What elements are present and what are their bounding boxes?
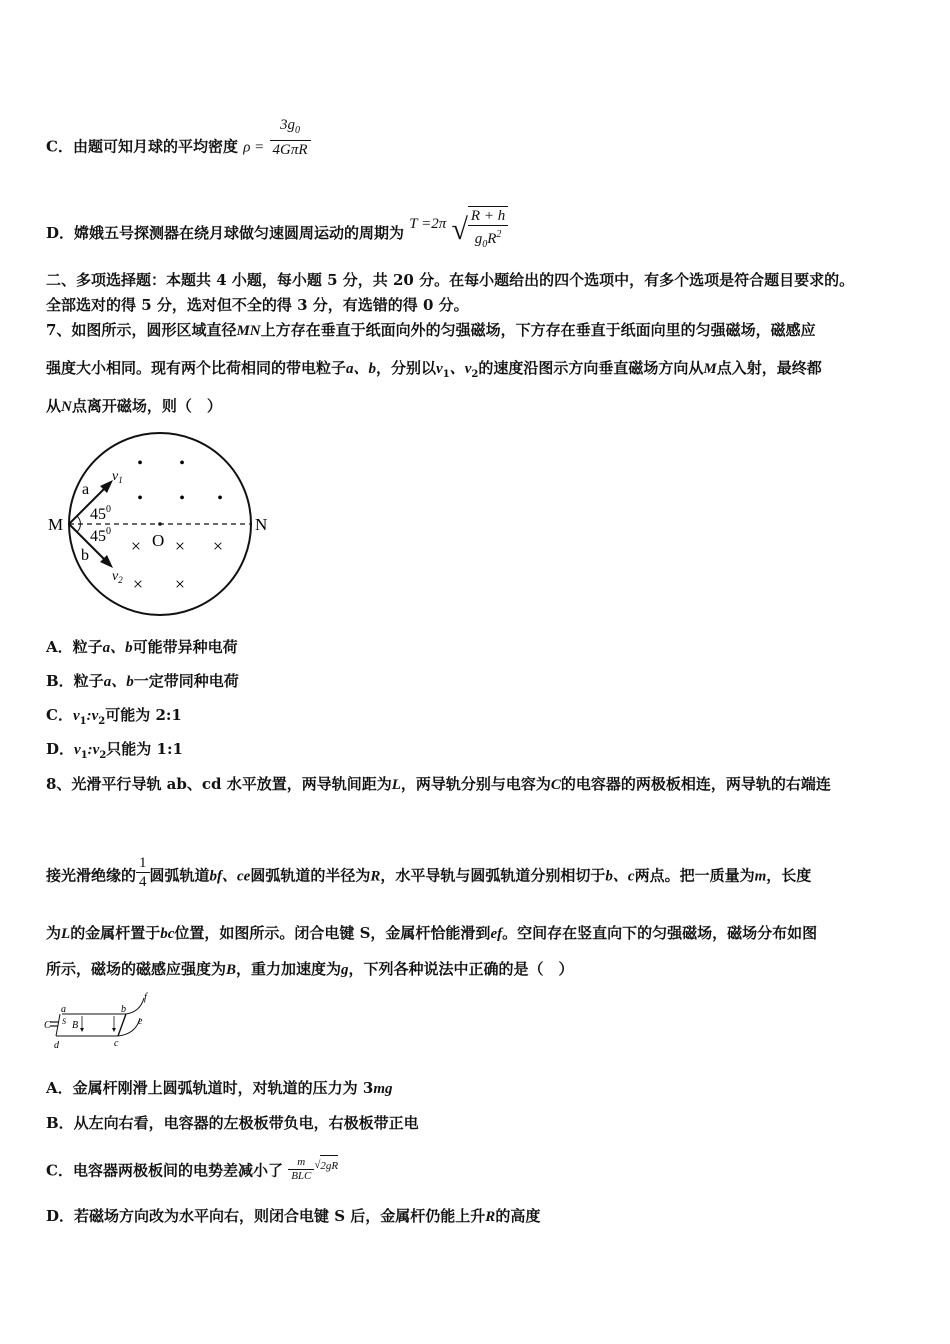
q7-label-v2: [112, 569, 123, 585]
q8-line3-part-a: 为: [46, 924, 62, 942]
q7-magnetic-field-figure: [44, 428, 284, 624]
q8-stem-line4: [46, 959, 574, 980]
q8-line3-part-b: 的金属杆置于: [70, 924, 161, 942]
q7-field-out-dots: [137, 455, 223, 507]
q7-center-dot: [158, 522, 162, 526]
q8-label-switch: S: [62, 1017, 66, 1026]
q7-field-cross-5: ×: [174, 574, 186, 594]
q8-line3-l: L: [61, 926, 71, 942]
q7-option-a-prefix: A．粒子: [46, 638, 103, 656]
q7-option-a: [46, 637, 238, 658]
q7-angle-bottom-sup: 0: [106, 526, 111, 537]
q8-option-a: [46, 1078, 392, 1099]
q8-line3-part-c: 位置，如图所示。闭合电键 S，金属杆恰能滑到: [174, 924, 491, 942]
q7-field-cross-3: ×: [212, 536, 224, 556]
q7-stem-line2: [46, 358, 822, 385]
q7-field-dot-5: •: [217, 490, 223, 507]
q8-quarter-fraction: [136, 854, 150, 891]
q8-option-c-sqrt-value: 2gR: [320, 1155, 338, 1176]
q6-option-d-den-r: R: [487, 231, 497, 247]
q8-line3-ef: ef: [490, 926, 503, 942]
q7-option-c-v2-sub: 2: [98, 716, 106, 727]
q8-line1-l: L: [391, 777, 401, 793]
q8-option-c-fraction: [288, 1156, 314, 1183]
q7-line2-v2: 、v: [449, 361, 472, 377]
q7-angle-bottom: [90, 526, 111, 545]
q8-line1-c: C: [550, 777, 561, 793]
q7-field-dot-3: •: [137, 490, 143, 507]
q7-stem-line1: [46, 320, 816, 341]
q8-line3-part-d: 。空间存在竖直向下的匀强磁场，磁场分布如图: [502, 924, 818, 942]
q8-stem-line1: [46, 774, 831, 795]
q8-option-c: [46, 1158, 338, 1185]
q8-option-d: [46, 1206, 540, 1227]
q8-left-connector: [56, 1014, 60, 1036]
q8-option-a-mg: mg: [373, 1081, 393, 1097]
q8-line2-m: m: [754, 868, 767, 885]
q8-option-c-text: C．电容器两极板间的电势差减小了: [46, 1161, 283, 1180]
section2-line2: 全部选对的得 5 分，选对但不全的得 3 分，有选错的得 0 分。: [46, 296, 469, 314]
q8-option-d-r: R: [485, 1209, 496, 1225]
q8-line2-part-e: 两点。把一质量为: [634, 866, 755, 885]
q6-option-c-numerator: 3g: [280, 117, 295, 133]
q7-line2-v1: v: [436, 361, 443, 377]
q8-line1-part-b: ，两导轨分别与电容为: [400, 775, 551, 793]
q7-line2-v1-sub: 1: [442, 369, 450, 380]
q7-option-c-v1: v: [72, 708, 80, 724]
q6-option-d-text: D．嫦娥五号探测器在绕月球做匀速圆周运动的周期为: [46, 224, 405, 242]
q8-option-d-part-b: 的高度: [495, 1207, 541, 1225]
q7-field-in-crosses: [131, 536, 223, 594]
q8-line4-part-c: ，下列各种说法中正确的是（ ）: [348, 960, 574, 978]
q7-option-d-v1: v: [74, 742, 81, 758]
q6-option-d-den-sup: 2: [496, 229, 502, 240]
q8-label-b: b: [121, 1004, 126, 1015]
q8-line1-part-a: 8、光滑平行导轨 ab、cd 水平放置，两导轨间距为: [46, 775, 392, 793]
q6-option-d-numerator: R + h: [468, 207, 508, 226]
q8-fraction-numerator: 1: [136, 854, 150, 873]
q7-option-c-prefix: C．: [46, 706, 73, 724]
q8-arc-bf: [126, 998, 144, 1014]
q7-line2-part-b: ，分别以: [376, 359, 437, 377]
q7-label-v1-main: v: [112, 469, 119, 484]
q8-line2-part-f: ，长度: [766, 866, 812, 885]
q8-option-a-text: A．金属杆刚滑上圆弧轨道时，对轨道的压力为 3: [46, 1079, 374, 1097]
q7-line2-part-c: 的速度沿图示方向垂直磁场方向从: [478, 359, 704, 377]
q7-option-d: [46, 739, 183, 766]
q7-option-d-v1-sub: 1: [80, 750, 88, 761]
q8-label-f: f: [144, 992, 147, 1003]
q7-line2-v2-sub: 2: [471, 369, 479, 380]
q8-stem-line3: [46, 923, 817, 944]
q6-option-c: [46, 117, 311, 169]
q6-option-d-sqrt: √ $\frac{R + h}{g_0R^2}$: [451, 206, 508, 254]
q7-angle-top-value: 45: [90, 506, 106, 523]
q8-line2-part-b: 圆弧轨道: [149, 866, 210, 885]
q8-line3-bc: bc: [160, 926, 175, 942]
q8-fraction-denominator: 4: [139, 874, 147, 890]
q7-line2-m: M: [703, 361, 717, 377]
q7-line2-ab: a、b: [346, 361, 377, 377]
q8-line4-part-b: ，重力加速度为: [236, 960, 342, 978]
q8-option-c-denominator: BLC: [291, 1170, 312, 1182]
q8-line4-g: g: [341, 962, 349, 978]
q6-option-c-lhs: ρ =: [243, 139, 265, 156]
q7-label-b: b: [81, 547, 89, 564]
q7-option-c-v2: :v: [86, 708, 99, 724]
q8-stem-line2: [46, 855, 812, 895]
q7-field-dot-1: •: [137, 455, 143, 472]
q8-line2-bc: b、c: [605, 868, 635, 885]
q7-option-b: [46, 671, 239, 692]
q6-option-d-den-g: g: [474, 231, 483, 247]
q7-line2-part-a: 强度大小相同。现有两个比荷相同的带电粒子: [46, 359, 347, 377]
q6-option-d-lhs: T =2π: [409, 216, 447, 232]
q6-option-c-num-sub: 0: [295, 125, 300, 136]
q7-field-dot-2: •: [179, 455, 185, 472]
q7-label-v2-sub: 2: [118, 575, 123, 585]
q8-line1-part-c: 的电容器的两极板相连，两导轨的右端连: [560, 775, 831, 793]
q7-option-c-text: 可能为 2:1: [105, 706, 182, 724]
q7-field-dot-4: •: [179, 490, 185, 507]
q7-option-b-ab: a、b: [103, 674, 134, 690]
q8-label-d: d: [54, 1040, 59, 1051]
q8-label-capacitor: C: [44, 1020, 51, 1031]
q8-label-c: c: [114, 1038, 119, 1049]
q8-line2-bf-ce: bf、ce: [209, 868, 251, 885]
q7-option-a-text: 可能带异种电荷: [132, 638, 238, 656]
q7-stem-line3: [46, 396, 222, 417]
q6-option-c-text: C．由题可知月球的平均密度: [46, 137, 238, 156]
q7-option-d-v2: :v: [87, 742, 100, 758]
q8-option-b: B．从左向右看，电容器的左极板带负电，右极板带正电: [46, 1114, 419, 1132]
q7-line1-part-a: 7、如图所示，圆形区域直径: [46, 321, 237, 339]
q7-angle-top-sup: 0: [106, 504, 111, 515]
q8-field-arrow-2: [112, 1028, 116, 1032]
q7-label-a: a: [82, 481, 90, 498]
q8-line4-part-a: 所示，磁场的磁感应强度为: [46, 960, 227, 978]
q8-label-a: a: [61, 1004, 66, 1015]
q7-label-v2-main: v: [112, 569, 119, 584]
q8-label-e: e: [138, 1016, 143, 1027]
q7-option-d-text: 只能为 1:1: [106, 740, 183, 758]
q7-line3-n: N: [61, 399, 72, 415]
q8-line4-b: B: [226, 962, 237, 978]
q8-field-arrow-1: [80, 1028, 84, 1032]
q7-field-cross-4: ×: [132, 574, 144, 594]
q7-label-v1: [112, 469, 123, 485]
q7-option-d-prefix: D．: [46, 740, 75, 758]
q7-option-b-prefix: B．粒子: [46, 672, 104, 690]
q7-line2-part-d: 点入射，最终都: [716, 359, 822, 377]
q6-option-c-fraction: [270, 116, 311, 159]
q7-line3-part-a: 从: [46, 397, 62, 415]
q7-line1-mn: MN: [236, 323, 261, 339]
q7-option-d-v2-sub: 2: [99, 750, 107, 761]
q6-option-c-denominator: 4GπR: [272, 142, 308, 158]
q7-label-n: N: [255, 515, 268, 534]
q7-line3-part-b: 点离开磁场，则（ ）: [71, 397, 222, 415]
q7-label-m: M: [48, 515, 64, 534]
q7-angle-bottom-value: 45: [90, 528, 106, 545]
q8-line2-part-a: 接光滑绝缘的: [46, 866, 137, 885]
section2-line1: 二、多项选择题：本题共 4 小题，每小题 5 分，共 20 分。在每小题给出的四个选项中，有多个选项是符合题目要求的。: [46, 271, 855, 289]
q8-option-c-numerator: m: [288, 1156, 314, 1170]
q6-option-d: [46, 210, 508, 258]
q8-line2-r: R: [370, 868, 381, 885]
q7-field-cross-1: ×: [130, 536, 142, 556]
q7-angle-top: [90, 504, 111, 523]
q7-option-b-text: 一定带同种电荷: [133, 672, 239, 690]
q8-option-c-sqrt: √2gR: [314, 1155, 338, 1176]
q7-line1-part-b: 上方存在垂直于纸面向外的匀强磁场，下方存在垂直于纸面向里的匀强磁场，磁感应: [260, 321, 816, 339]
q7-label-o: O: [152, 531, 165, 550]
q8-option-d-part-a: D．若磁场方向改为水平向右，则闭合电键 S 后，金属杆仍能上升: [46, 1207, 486, 1225]
q7-field-cross-2: ×: [174, 536, 186, 556]
q7-label-v1-sub: 1: [118, 475, 123, 485]
q8-rail-figure: [44, 992, 164, 1054]
q8-line2-part-d: ，水平导轨与圆弧轨道分别相切于: [380, 866, 606, 885]
q7-option-c: [46, 705, 182, 732]
q7-option-a-ab: a、b: [102, 640, 133, 656]
q8-metal-rod-bc: [118, 1014, 126, 1036]
q6-option-d-den-sub: 0: [482, 239, 488, 250]
q8-label-field: B: [72, 1020, 79, 1031]
q7-option-c-v1-sub: 1: [79, 716, 87, 727]
q8-line2-part-c: 圆弧轨道的半径为: [250, 866, 371, 885]
